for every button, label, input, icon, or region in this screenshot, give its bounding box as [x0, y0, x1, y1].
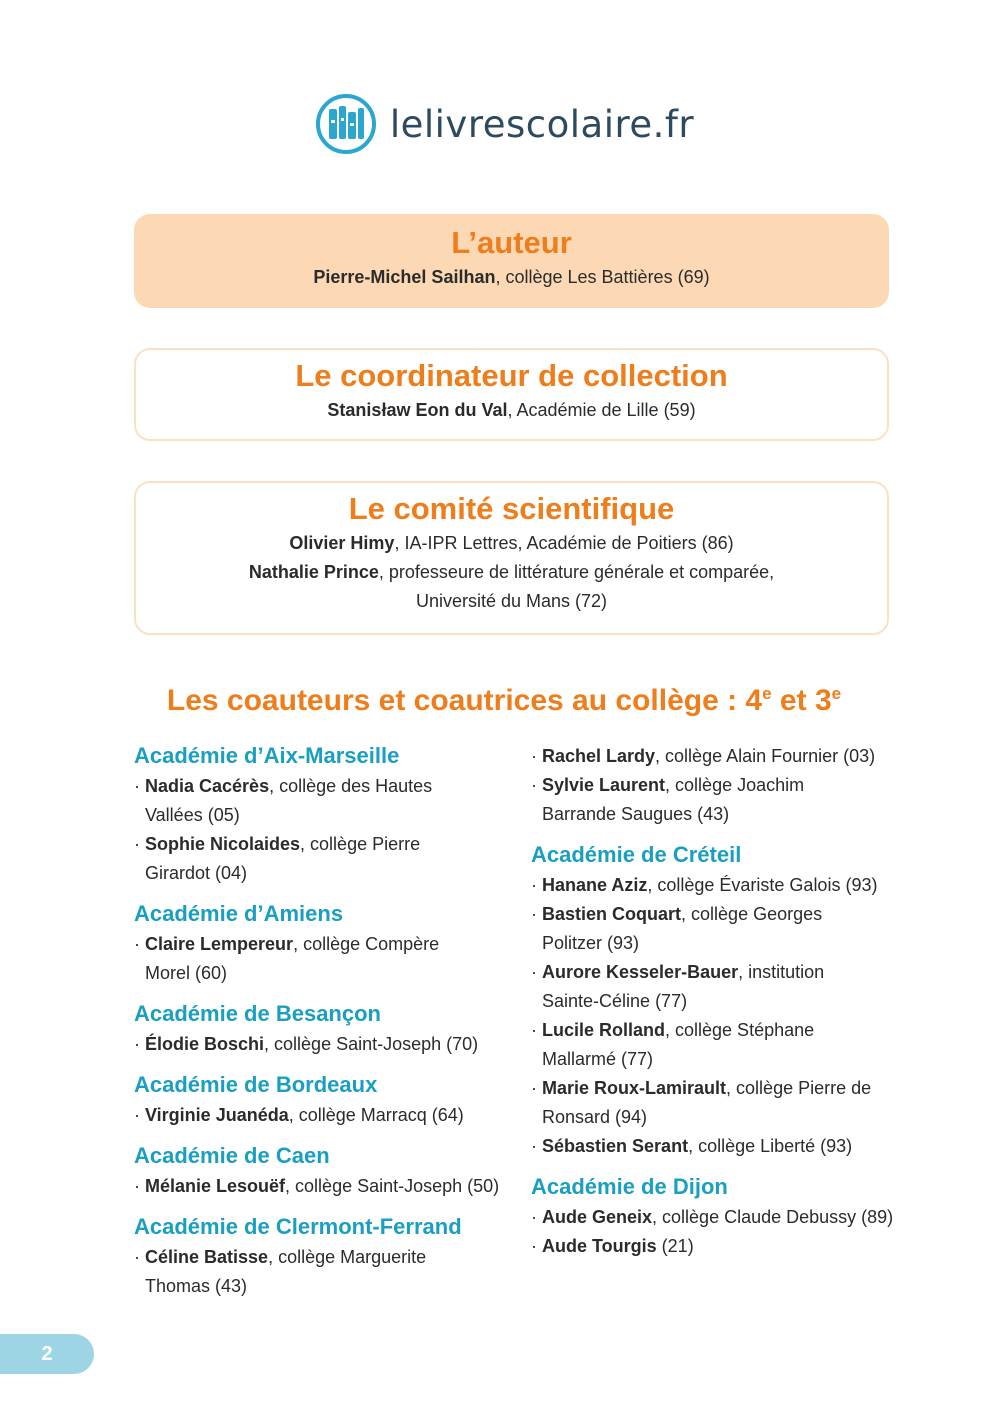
page-number: 2 [41, 1342, 53, 1365]
person-detail: , collège Compère [293, 934, 440, 954]
academy-heading: Académie de Besançon [134, 1001, 381, 1026]
coordinator-box [134, 348, 889, 441]
coordinator-detail: , Académie de Lille (59) [507, 400, 696, 420]
coordinator-name: Stanisław Eon du Val [327, 400, 508, 420]
right-column [531, 742, 901, 1261]
list-item [134, 1030, 504, 1059]
person-detail: , collège Claude Debussy (89) [652, 1207, 894, 1227]
person-detail: , collège Stéphane [665, 1020, 815, 1040]
list-item [134, 1172, 504, 1201]
coauthors-title-mid: et 3 [771, 684, 832, 717]
list-item [531, 958, 901, 1016]
list-item [134, 830, 504, 888]
person-detail: Ronsard (94) [542, 1107, 648, 1127]
committee-continuation: Université du Mans (72) [415, 591, 608, 611]
person-detail: Politzer (93) [542, 933, 640, 953]
coauthors-title [0, 684, 1008, 718]
bullet-icon: · [134, 1247, 140, 1267]
list-item [531, 1016, 901, 1074]
person-name: Hanane Aziz [542, 875, 648, 895]
member-name: Olivier Himy [289, 533, 395, 553]
list-item [134, 1243, 504, 1301]
person-detail: Thomas (43) [145, 1276, 248, 1296]
person-detail: Mallarmé (77) [542, 1049, 654, 1069]
list-item [531, 900, 901, 958]
person-detail: , collège Saint-Joseph (50) [285, 1176, 500, 1196]
bullet-icon: · [531, 1020, 537, 1040]
coordinator-line [136, 396, 887, 425]
bullet-icon: · [134, 776, 140, 796]
person-name: Sébastien Serant [542, 1136, 689, 1156]
list-item [531, 1074, 901, 1132]
person-name: Élodie Boschi [145, 1034, 265, 1054]
person-detail: , collège des Hautes [269, 776, 433, 796]
list-item [531, 1203, 901, 1232]
person-detail: , collège Pierre de [726, 1078, 872, 1098]
person-name: Bastien Coquart [542, 904, 682, 924]
list-item [134, 772, 504, 830]
committee-title: Le comité scientifique [348, 491, 675, 526]
member-name: Nathalie Prince [248, 562, 379, 582]
list-item [531, 1132, 901, 1161]
bullet-icon: · [531, 1136, 537, 1156]
left-column [134, 742, 504, 1301]
list-item [531, 742, 901, 771]
books-logo-icon [314, 92, 378, 156]
person-detail: Sainte-Céline (77) [542, 991, 688, 1011]
member-detail: , IA-IPR Lettres, Académie de Poitiers (86) [394, 533, 734, 553]
logo-text: lelivrescolaire.fr [389, 102, 695, 146]
person-detail: , collège Joachim [665, 775, 805, 795]
bullet-icon: · [134, 1176, 140, 1196]
person-detail: , collège Marguerite [268, 1247, 427, 1267]
person-name: Lucile Rolland [542, 1020, 666, 1040]
academy-heading: Académie de Dijon [531, 1174, 728, 1199]
person-detail: , collège Alain Fournier (03) [655, 746, 876, 766]
coauthors-title-text: Les coauteurs et coautrices au collège : 4 [166, 684, 763, 717]
person-detail: , collège Saint-Joseph (70) [264, 1034, 479, 1054]
person-name: Virginie Juanéda [145, 1105, 289, 1125]
person-detail: , collège Pierre [300, 834, 421, 854]
bullet-icon: · [134, 934, 140, 954]
person-name: Sylvie Laurent [542, 775, 666, 795]
bullet-icon: · [531, 1236, 537, 1256]
list-item [134, 1101, 504, 1130]
person-name: Céline Batisse [145, 1247, 269, 1267]
member-detail: , professeure de littérature générale et comparée, [378, 562, 775, 582]
bullet-icon: · [531, 775, 537, 795]
bullet-icon: · [531, 1207, 537, 1227]
academy-heading: Académie de Créteil [531, 842, 742, 867]
coordinator-title: Le coordinateur de collection [295, 358, 728, 393]
person-name: Sophie Nicolaides [145, 834, 301, 854]
person-detail: , collège Georges [681, 904, 823, 924]
academy-heading: Académie de Clermont-Ferrand [134, 1214, 462, 1239]
person-name: Aurore Kesseler-Bauer [542, 962, 739, 982]
academy-heading: Académie d’Amiens [134, 901, 344, 926]
list-item [531, 1232, 901, 1261]
logo [0, 92, 1008, 156]
person-detail: , collège Marracq (64) [288, 1105, 464, 1125]
list-item [531, 871, 901, 900]
person-detail: (21) [656, 1236, 694, 1256]
committee-box [134, 481, 889, 635]
academy-heading: Académie de Bordeaux [134, 1072, 378, 1097]
person-detail: Vallées (05) [145, 805, 240, 825]
page-number-tab [0, 1334, 94, 1374]
person-name: Claire Lempereur [145, 934, 294, 954]
person-detail: Girardot (04) [145, 863, 248, 883]
committee-member [136, 558, 887, 587]
person-name: Marie Roux-Lamirault [542, 1078, 727, 1098]
list-item [134, 930, 504, 988]
bullet-icon: · [531, 1078, 537, 1098]
author-box [134, 214, 889, 308]
bullet-icon: · [134, 834, 140, 854]
author-title: L’auteur [451, 225, 572, 260]
bullet-icon: · [134, 1105, 140, 1125]
bullet-icon: · [134, 1034, 140, 1054]
academy-heading: Académie de Caen [134, 1143, 330, 1168]
author-line [134, 263, 889, 292]
list-item [531, 771, 901, 829]
author-name: Pierre-Michel Sailhan [313, 267, 496, 287]
superscript: e [831, 684, 842, 703]
person-detail: , collège Évariste Galois (93) [647, 875, 878, 895]
author-detail: , collège Les Battières (69) [495, 267, 710, 287]
person-detail: , collège Liberté (93) [688, 1136, 853, 1156]
bullet-icon: · [531, 904, 537, 924]
superscript: e [762, 684, 772, 703]
bullet-icon: · [531, 746, 537, 766]
person-name: Mélanie Lesouëf [145, 1176, 286, 1196]
person-name: Aude Geneix [542, 1207, 653, 1227]
committee-member [136, 529, 887, 558]
person-detail: Morel (60) [145, 963, 228, 983]
person-name: Rachel Lardy [542, 746, 656, 766]
person-detail: Barrande Saugues (43) [542, 804, 730, 824]
bullet-icon: · [531, 875, 537, 895]
person-name: Nadia Cacérès [145, 776, 270, 796]
academy-heading: Académie d’Aix-Marseille [134, 743, 400, 768]
person-detail: , institution [738, 962, 825, 982]
person-name: Aude Tourgis [542, 1236, 657, 1256]
bullet-icon: · [531, 962, 537, 982]
